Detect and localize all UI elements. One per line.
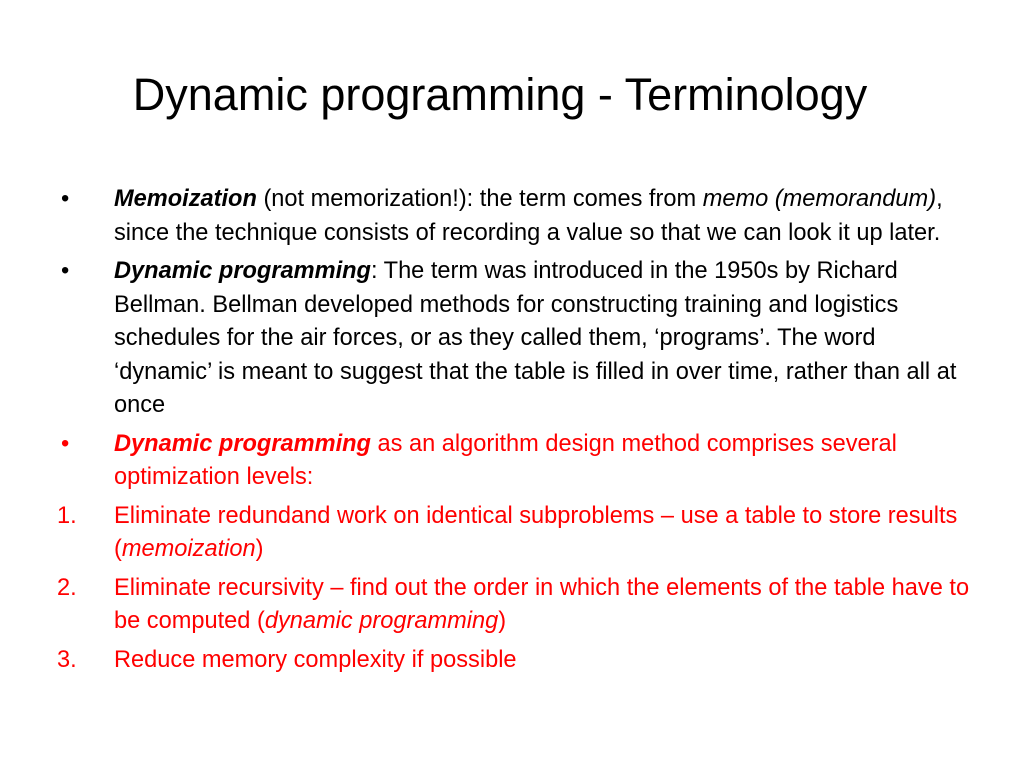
term-dynamic-programming-red: Dynamic programming xyxy=(114,430,371,457)
bullet-marker: • xyxy=(61,186,70,212)
number-marker: 2. xyxy=(57,574,77,601)
term-memoization: Memoization xyxy=(114,186,257,212)
item-3-text: Reduce memory complexity if possible xyxy=(114,646,517,673)
design-method-text: as an algorithm design method comprises several optimization levels: xyxy=(114,430,897,490)
numbered-item-2 xyxy=(57,572,977,639)
item-1-text-b: ) xyxy=(255,536,264,562)
numbered-item-3 xyxy=(57,644,977,678)
memoization-text-a: (not memorization!): the term comes from xyxy=(256,186,703,212)
memoization-text-b: , since the technique consists of recording a value so that we can look it up later. xyxy=(114,186,943,246)
slide-title: Dynamic programming - Terminology xyxy=(132,69,868,120)
bullet-marker: • xyxy=(61,258,70,284)
bullet-marker: • xyxy=(61,430,70,457)
item-2-text-b: ) xyxy=(498,608,507,634)
item-2-italic: dynamic programming xyxy=(264,608,499,634)
bullet-dynamic-programming xyxy=(57,255,977,423)
item-1-text-a: Eliminate redundand work on identical subproblems – use a table to store results ( xyxy=(114,502,958,562)
numbered-item-1 xyxy=(57,500,977,567)
memoization-italic: memo (memorandum) xyxy=(702,186,937,212)
dynamic-programming-text: : The term was introduced in the 1950s by Richard Bellman. Bellman developed methods for constructing training and logistics schedules for the air forces, or as they called them, ‘programs’. The word ‘dynamic’ is meant to suggest that the table is filled in over time, rather than all at once xyxy=(114,258,957,418)
number-marker: 1. xyxy=(57,502,77,529)
bullet-memoization xyxy=(57,183,977,250)
number-marker: 3. xyxy=(57,646,77,673)
item-2-text-a: Eliminate recursivity – find out the order in which the elements of the table have to be computed ( xyxy=(114,574,970,634)
slide-content xyxy=(57,183,977,682)
term-dynamic-programming: Dynamic programming xyxy=(114,258,371,284)
bullet-design-method xyxy=(57,428,977,495)
item-1-italic: memoization xyxy=(121,536,256,562)
